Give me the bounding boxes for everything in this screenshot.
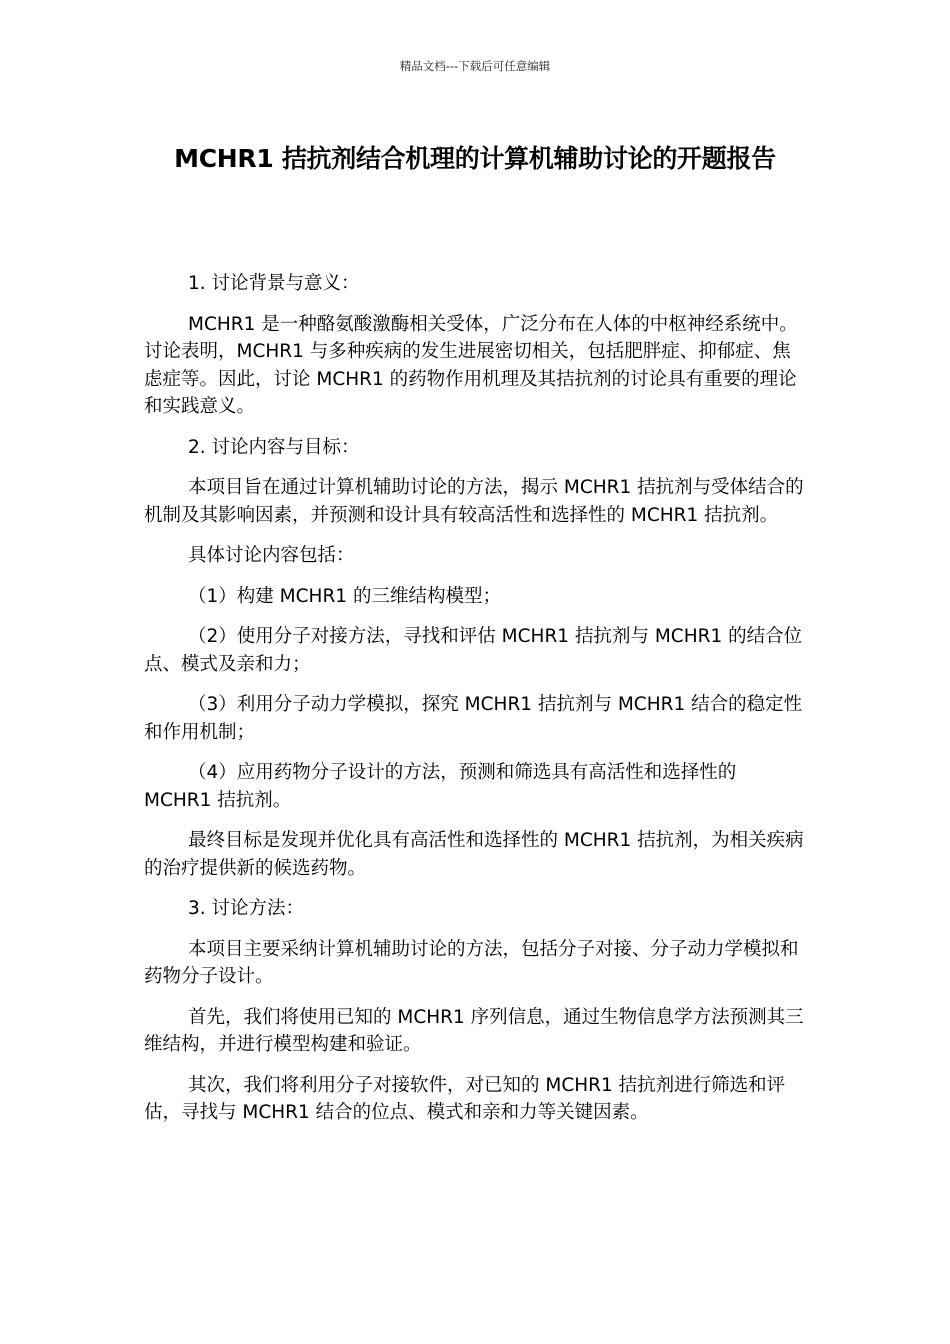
paragraph-final-goal: 最终目标是发现并优化具有高活性和选择性的 MCHR1 拮抗剂，为相关疾病的治疗提供新的候选药物。 <box>144 830 804 879</box>
paragraph-methods-second: 其次，我们将利用分子对接软件，对已知的 MCHR1 拮抗剂进行筛选和评估，寻找与 MCHR1 结合的位点、模式和亲和力等关键因素。 <box>144 1074 786 1123</box>
header-note: 精品文档---下载后可任意编辑 <box>399 59 551 73</box>
section-heading-methods: 3. 讨论方法： <box>188 898 305 919</box>
paragraph-methods-overview: 本项目主要采纳计算机辅助讨论的方法，包括分子对接、分子动力学模拟和药物分子设计。 <box>144 938 799 987</box>
list-item-2: （2）使用分子对接方法，寻找和评估 MCHR1 拮抗剂与 MCHR1 的结合位点、模式及亲和力； <box>144 626 803 675</box>
document-body <box>144 270 808 1140</box>
paragraph-content-intro: 具体讨论内容包括： <box>188 545 355 566</box>
paragraph-background: MCHR1 是一种酪氨酸激酶相关受体，广泛分布在人体的中枢神经系统中。讨论表明，MCHR1 与多种疾病的发生进展密切相关，包括肥胖症、抑郁症、焦虑症等。因此，讨论 MCHR1 的药物作用机理及其拮抗剂的讨论具有重要的理论和实践意义。 <box>144 313 798 417</box>
section-heading-content-goals: 2. 讨论内容与目标： <box>188 436 360 458</box>
list-item-4: （4）应用药物分子设计的方法，预测和筛选具有高活性和选择性的 MCHR1 拮抗剂。 <box>144 762 737 811</box>
paragraph-project-aim: 本项目旨在通过计算机辅助讨论的方法，揭示 MCHR1 拮抗剂与受体结合的机制及其影响因素，并预测和设计具有较高活性和选择性的 MCHR1 拮抗剂。 <box>144 477 804 526</box>
document-title: MCHR1 拮抗剂结合机理的计算机辅助讨论的开题报告 <box>174 144 776 173</box>
section-heading-background: 1. 讨论背景与意义： <box>188 273 360 294</box>
paragraph-methods-first: 首先，我们将使用已知的 MCHR1 序列信息，通过生物信息学方法预测其三维结构，并进行模型构建和验证。 <box>144 1006 804 1055</box>
list-item-1: （1）构建 MCHR1 的三维结构模型； <box>188 585 501 607</box>
list-item-3: （3）利用分子动力学模拟，探究 MCHR1 拮抗剂与 MCHR1 结合的稳定性和作用机制； <box>144 694 803 743</box>
